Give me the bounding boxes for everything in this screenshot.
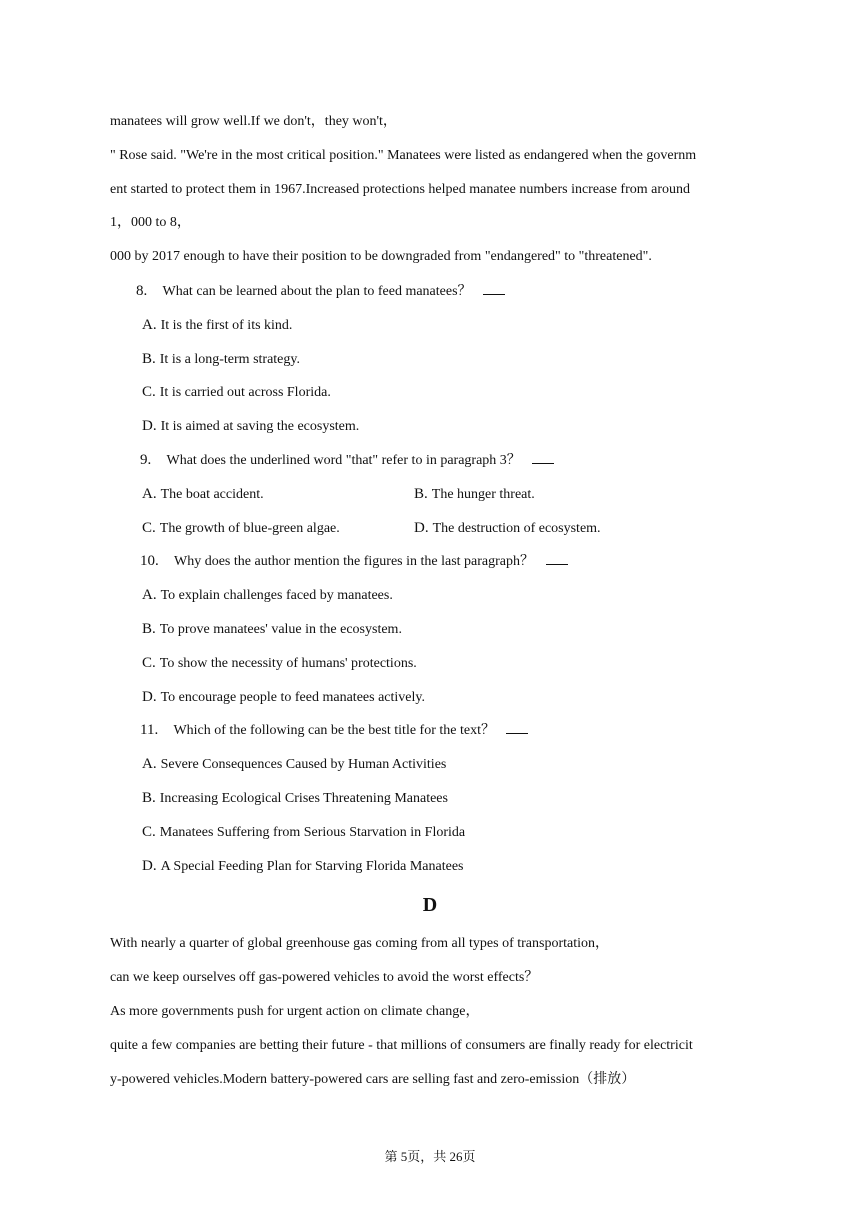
- option-letter: A.: [142, 317, 157, 333]
- passage-line: 000 by 2017 enough to have their position to be downgraded from "endangered" to "threatened".: [110, 249, 652, 264]
- passage-line: 1，000 to 8，: [110, 215, 191, 230]
- option-text: It is carried out across Florida.: [159, 385, 331, 400]
- option-letter: D.: [142, 418, 157, 434]
- answer-blank: [546, 552, 568, 565]
- passage-line: manatees will grow well.If we don't，they won't，: [110, 114, 397, 129]
- option-c: [142, 654, 417, 673]
- option-b: [142, 620, 402, 639]
- option-b: [142, 789, 448, 808]
- option-letter: D.: [414, 520, 429, 536]
- option-d: [414, 519, 601, 538]
- option-letter: B.: [414, 486, 428, 502]
- option-text: Increasing Ecological Crises Threatening Manatees: [159, 791, 448, 806]
- option-letter: C.: [142, 655, 156, 671]
- question-stem: What can be learned about the plan to feed manatees？: [162, 284, 472, 299]
- option-b: [142, 350, 300, 369]
- option-a: [142, 316, 292, 335]
- option-d: [142, 857, 463, 876]
- option-letter: A.: [142, 587, 157, 603]
- question-number: 11.: [140, 722, 159, 738]
- question-stem: What does the underlined word "that" refer to in paragraph 3？: [166, 453, 521, 468]
- option-text: To prove manatees' value in the ecosystem.: [159, 622, 402, 637]
- option-letter: C.: [142, 824, 156, 840]
- option-c: [142, 823, 465, 842]
- option-text: Severe Consequences Caused by Human Activities: [160, 757, 447, 772]
- option-text: It is the first of its kind.: [160, 318, 293, 333]
- option-text: It is aimed at saving the ecosystem.: [160, 419, 360, 434]
- option-a: [142, 485, 264, 504]
- question-10: [140, 552, 568, 571]
- option-letter: A.: [142, 486, 157, 502]
- option-c: [142, 519, 340, 538]
- question-number: 10.: [140, 553, 159, 569]
- passage-line: quite a few companies are betting their future - that millions of consumers are finally ready for electricit: [110, 1038, 693, 1053]
- answer-blank: [532, 451, 554, 464]
- option-text: To show the necessity of humans' protections.: [159, 656, 417, 671]
- question-number: 9.: [140, 452, 152, 468]
- answer-blank: [483, 282, 505, 295]
- passage-line: With nearly a quarter of global greenhouse gas coming from all types of transportation，: [110, 936, 610, 951]
- option-text: A Special Feeding Plan for Starving Florida Manatees: [160, 859, 464, 874]
- option-text: The growth of blue-green algae.: [159, 521, 340, 536]
- option-letter: A.: [142, 756, 157, 772]
- option-letter: C.: [142, 520, 156, 536]
- option-c: [142, 383, 331, 402]
- passage-line: ent started to protect them in 1967.Increased protections helped manatee numbers increase from around: [110, 182, 691, 197]
- option-a: [142, 586, 393, 605]
- question-stem: Which of the following can be the best title for the text？: [173, 723, 495, 738]
- option-letter: C.: [142, 384, 156, 400]
- option-letter: B.: [142, 790, 156, 806]
- section-title: D: [422, 894, 438, 916]
- question-number: 8.: [136, 283, 148, 299]
- option-letter: D.: [142, 858, 157, 874]
- passage-line: can we keep ourselves off gas-powered vehicles to avoid the worst effects？: [110, 970, 539, 985]
- passage-line: " Rose said. "We're in the most critical position." Manatees were listed as endangered when the governm: [110, 148, 697, 163]
- option-text: The hunger threat.: [431, 487, 535, 502]
- option-text: The destruction of ecosystem.: [432, 521, 601, 536]
- option-text: To encourage people to feed manatees actively.: [160, 690, 425, 705]
- option-letter: B.: [142, 621, 156, 637]
- option-text: The boat accident.: [160, 487, 264, 502]
- option-text: To explain challenges faced by manatees.: [160, 588, 393, 603]
- option-d: [142, 688, 425, 707]
- option-letter: B.: [142, 351, 156, 367]
- option-a: [142, 755, 446, 774]
- option-text: Manatees Suffering from Serious Starvation in Florida: [159, 825, 466, 840]
- option-text: It is a long-term strategy.: [159, 352, 300, 367]
- passage-line: As more governments push for urgent action on climate change，: [110, 1004, 480, 1019]
- page-footer: 第 5页，共 26页: [384, 1149, 476, 1164]
- question-9: [140, 451, 554, 470]
- option-d: [142, 417, 359, 436]
- question-stem: Why does the author mention the figures in the last paragraph？: [174, 554, 535, 569]
- question-11: [140, 721, 528, 740]
- option-letter: D.: [142, 689, 157, 705]
- passage-line: y-powered vehicles.Modern battery-powered cars are selling fast and zero-emission（排放）: [110, 1072, 636, 1087]
- question-8: [136, 282, 505, 301]
- option-b: [414, 485, 535, 504]
- answer-blank: [506, 721, 528, 734]
